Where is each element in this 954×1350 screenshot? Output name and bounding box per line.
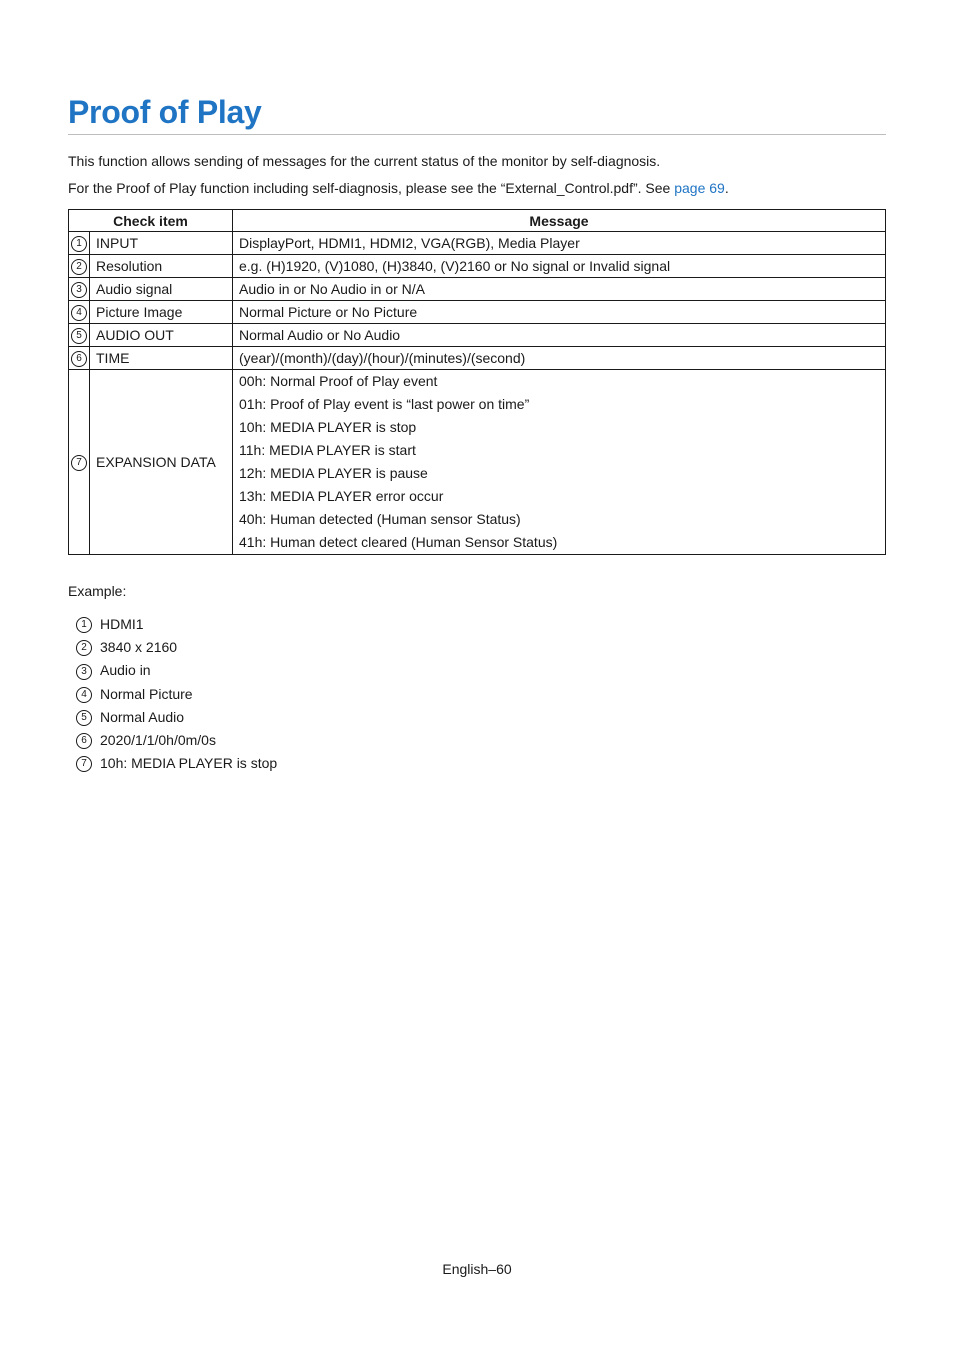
circled-number: 2	[76, 640, 92, 656]
example-value: Audio in	[100, 662, 151, 679]
example-value: 3840 x 2160	[100, 639, 178, 656]
example-item	[76, 614, 277, 637]
message-line: 11h: MEDIA PLAYER is start	[239, 442, 416, 458]
header-message: Message	[233, 210, 886, 232]
circled-number: 1	[76, 617, 92, 633]
table-header-row	[69, 210, 886, 232]
table-row-expansion	[69, 370, 886, 555]
example-value: Normal Audio	[100, 708, 185, 725]
row-number	[69, 324, 90, 347]
table-row	[69, 347, 886, 370]
circled-number: 2	[71, 259, 87, 275]
circled-number: 3	[76, 664, 92, 680]
row-number	[69, 347, 90, 370]
example-item	[76, 730, 277, 753]
message: DisplayPort, HDMI1, HDMI2, VGA(RGB), Media Player	[233, 232, 886, 255]
message-line: 13h: MEDIA PLAYER error occur	[239, 488, 444, 504]
page-title: Proof of Play	[68, 94, 262, 130]
example-value: 2020/1/1/0h/0m/0s	[100, 731, 216, 748]
check-item: Resolution	[90, 255, 233, 278]
table-row	[69, 324, 886, 347]
table-row	[69, 255, 886, 278]
header-check-item: Check item	[69, 210, 233, 232]
reference-paragraph	[68, 179, 729, 197]
row-number	[69, 278, 90, 301]
table-row	[69, 278, 886, 301]
message-line: 00h: Normal Proof of Play event	[239, 373, 438, 389]
row-number	[69, 232, 90, 255]
check-item: Audio signal	[90, 278, 233, 301]
circled-number: 6	[76, 733, 92, 749]
row-number	[69, 370, 90, 555]
message-line: 01h: Proof of Play event is “last power on time”	[239, 396, 530, 412]
expansion-messages	[233, 370, 886, 555]
reference-text: For the Proof of Play function including self-diagnosis, please see the “External_Control.pdf”. See	[68, 180, 675, 196]
title-divider	[68, 134, 886, 135]
table-row	[69, 301, 886, 324]
message: (year)/(month)/(day)/(hour)/(minutes)/(second)	[233, 347, 886, 370]
intro-paragraph: This function allows sending of messages for the current status of the monitor by self-diagnosis.	[68, 153, 661, 169]
example-list	[76, 614, 277, 776]
example-value: 10h: MEDIA PLAYER is stop	[100, 755, 278, 772]
example-item	[76, 753, 277, 776]
example-item	[76, 707, 277, 730]
page-number: English–60	[442, 1261, 512, 1277]
check-item: INPUT	[90, 232, 233, 255]
circled-number: 4	[71, 305, 87, 321]
row-number	[69, 255, 90, 278]
circled-number: 6	[71, 351, 87, 367]
check-item: AUDIO OUT	[90, 324, 233, 347]
example-label: Example:	[68, 583, 127, 599]
example-value: HDMI1	[100, 616, 144, 632]
message-line: 10h: MEDIA PLAYER is stop	[239, 419, 417, 435]
circled-number: 5	[71, 328, 87, 344]
message: e.g. (H)1920, (V)1080, (H)3840, (V)2160 or No signal or Invalid signal	[233, 255, 886, 278]
table-row	[69, 232, 886, 255]
message-line: 41h: Human detect cleared (Human Sensor Status)	[239, 534, 558, 550]
example-value: Normal Picture	[100, 685, 193, 702]
check-item: Picture Image	[90, 301, 233, 324]
circled-number: 3	[71, 282, 87, 298]
check-item: EXPANSION DATA	[90, 370, 233, 555]
circled-number: 7	[71, 455, 87, 471]
circled-number: 1	[71, 236, 87, 252]
message: Audio in or No Audio in or N/A	[233, 278, 886, 301]
row-number	[69, 301, 90, 324]
check-item: TIME	[90, 347, 233, 370]
message-line: 12h: MEDIA PLAYER is pause	[239, 465, 428, 481]
circled-number: 4	[76, 687, 92, 703]
example-item	[76, 684, 277, 707]
reference-text-end: .	[724, 180, 729, 196]
page-69-link[interactable]: page 69	[674, 180, 725, 196]
message: Normal Picture or No Picture	[233, 301, 886, 324]
message: Normal Audio or No Audio	[233, 324, 886, 347]
circled-number: 5	[76, 710, 92, 726]
example-item	[76, 660, 277, 683]
check-item-table	[68, 209, 886, 555]
message-line: 40h: Human detected (Human sensor Status)	[239, 511, 521, 527]
circled-number: 7	[76, 756, 92, 772]
example-item	[76, 637, 277, 660]
